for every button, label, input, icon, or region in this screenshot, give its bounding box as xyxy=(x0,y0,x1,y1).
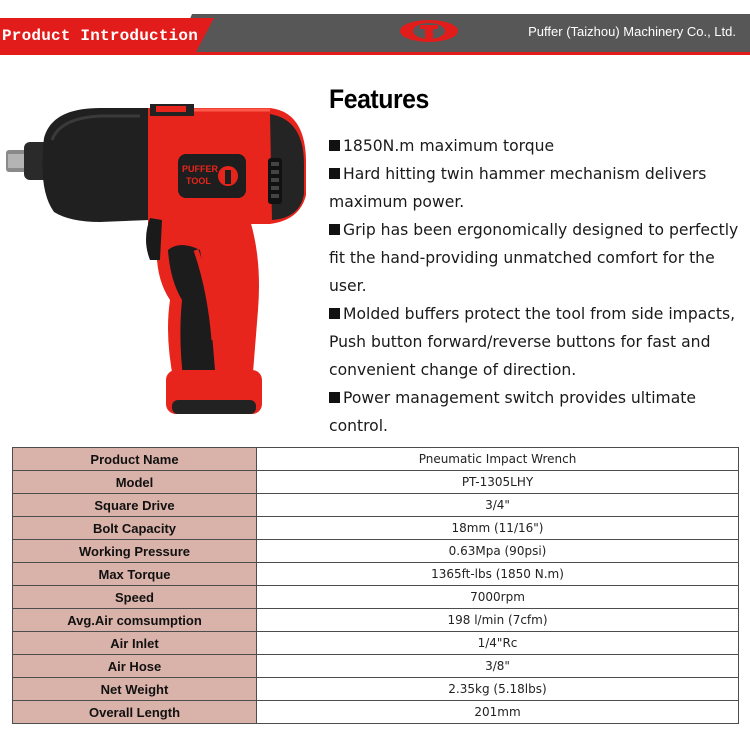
table-row xyxy=(13,632,739,655)
spec-value: 1/4"Rc xyxy=(257,632,739,655)
spec-label: Model xyxy=(13,471,257,494)
spec-value: PT-1305LHY xyxy=(257,471,739,494)
square-bullet-icon xyxy=(329,140,340,151)
feature-text: Power management switch provides ultimate control. xyxy=(329,389,697,435)
spec-value: 3/4" xyxy=(257,494,739,517)
square-bullet-icon xyxy=(329,308,340,319)
feature-item xyxy=(329,300,739,384)
spec-label: Square Drive xyxy=(13,494,257,517)
spec-label: Air Hose xyxy=(13,655,257,678)
table-row xyxy=(13,540,739,563)
table-row xyxy=(13,448,739,471)
spec-value: Pneumatic Impact Wrench xyxy=(257,448,739,471)
feature-item xyxy=(329,160,739,216)
square-bullet-icon xyxy=(329,392,340,403)
svg-text:PUFFER: PUFFER xyxy=(182,164,218,174)
spec-label: Net Weight xyxy=(13,678,257,701)
header-banner xyxy=(0,0,750,58)
feature-text: Grip has been ergonomically designed to perfectly fit the hand-providing unmatched comfort for the user. xyxy=(329,221,739,295)
feature-text: 1850N.m maximum torque xyxy=(343,137,555,155)
spec-value: 7000rpm xyxy=(257,586,739,609)
table-row xyxy=(13,517,739,540)
table-row xyxy=(13,678,739,701)
spec-label: Working Pressure xyxy=(13,540,257,563)
feature-text: Hard hitting twin hammer mechanism delivers maximum power. xyxy=(329,165,707,211)
spec-value: 3/8" xyxy=(257,655,739,678)
spec-label: Speed xyxy=(13,586,257,609)
svg-text:TOOL: TOOL xyxy=(186,176,211,186)
spec-value: 0.63Mpa (90psi) xyxy=(257,540,739,563)
feature-item xyxy=(329,216,739,300)
square-bullet-icon xyxy=(329,224,340,235)
table-row xyxy=(13,471,739,494)
spec-label: Air Inlet xyxy=(13,632,257,655)
spec-value: 201mm xyxy=(257,701,739,724)
table-row xyxy=(13,609,739,632)
spec-value: 198 l/min (7cfm) xyxy=(257,609,739,632)
spec-value: 1365ft-lbs (1850 N.m) xyxy=(257,563,739,586)
feature-text: Molded buffers protect the tool from side impacts, Push button forward/reverse buttons for fast and convenient change of direction. xyxy=(329,305,736,379)
features-section xyxy=(329,84,739,440)
spec-value: 18mm (11/16") xyxy=(257,517,739,540)
puffer-logo-icon xyxy=(398,16,460,46)
spec-label: Avg.Air comsumption xyxy=(13,609,257,632)
impact-wrench-image xyxy=(0,100,320,430)
feature-item xyxy=(329,384,739,440)
spec-label: Bolt Capacity xyxy=(13,517,257,540)
table-row xyxy=(13,494,739,517)
spec-label: Overall Length xyxy=(13,701,257,724)
table-row xyxy=(13,586,739,609)
table-row xyxy=(13,563,739,586)
specs-table xyxy=(12,447,739,724)
spec-label: Max Torque xyxy=(13,563,257,586)
section-title: Product Introduction xyxy=(2,27,199,45)
feature-item xyxy=(329,132,739,160)
table-row xyxy=(13,655,739,678)
features-title: Features xyxy=(329,84,429,114)
spec-label: Product Name xyxy=(13,448,257,471)
spec-value: 2.35kg (5.18lbs) xyxy=(257,678,739,701)
features-list xyxy=(329,132,739,440)
table-row xyxy=(13,701,739,724)
company-name: Puffer (Taizhou) Machinery Co., Ltd. xyxy=(528,24,736,39)
square-bullet-icon xyxy=(329,168,340,179)
